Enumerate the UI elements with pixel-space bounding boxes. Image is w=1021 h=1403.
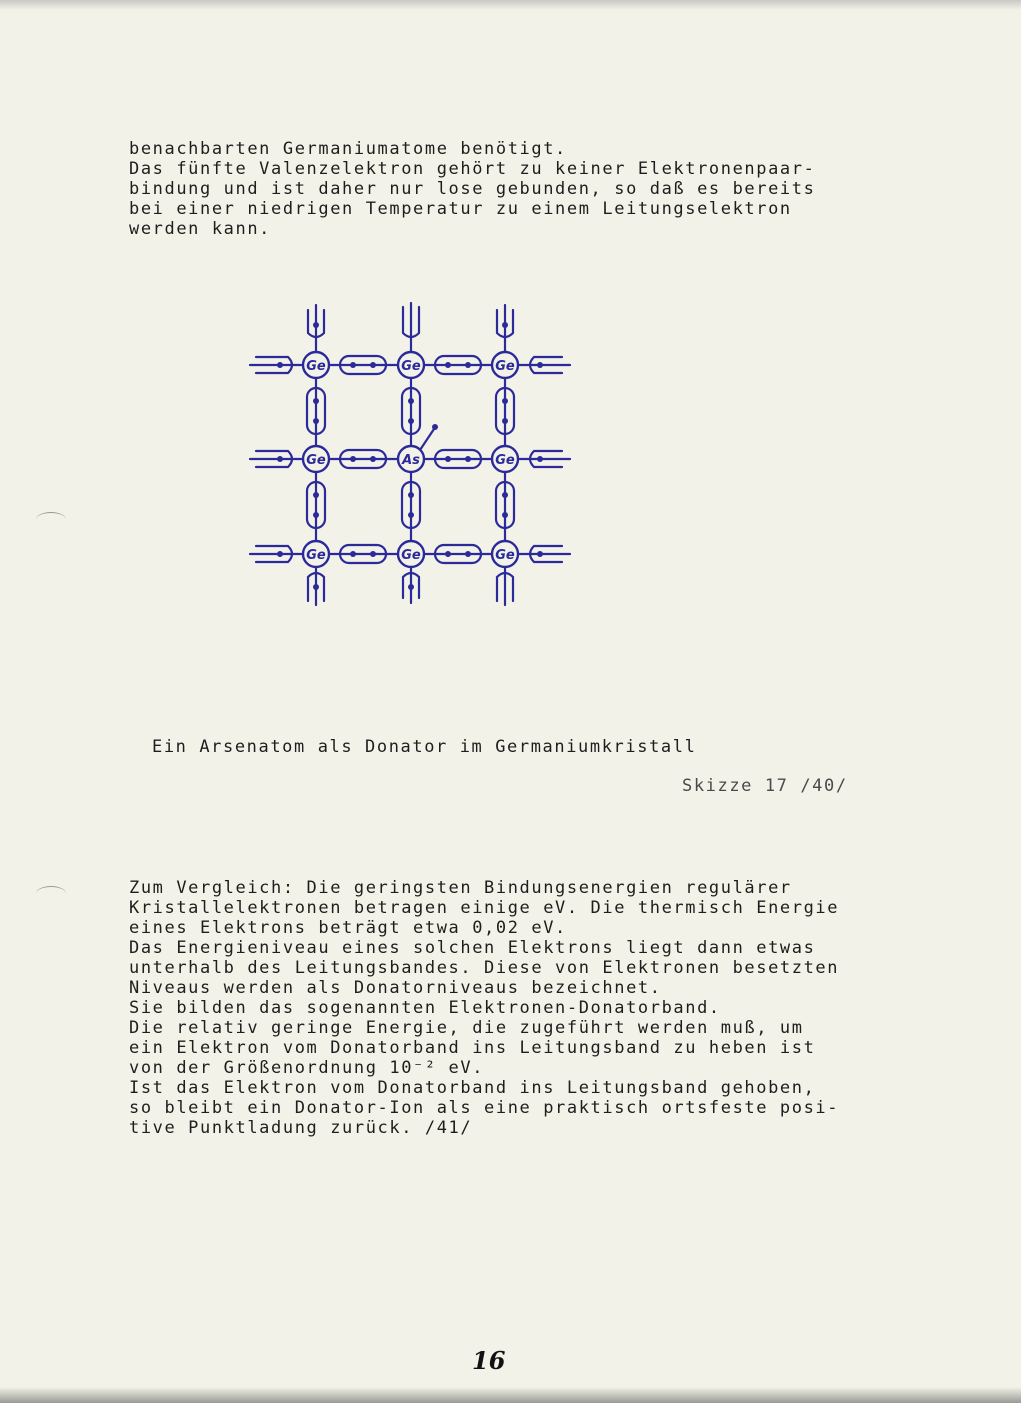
crystal-lattice-diagram — [240, 295, 580, 615]
scan-edge-bottom — [0, 1387, 1021, 1403]
text-line: bei einer niedrigen Temperatur zu einem Leitungselektron — [129, 199, 792, 219]
figure-caption: Ein Arsenatom als Donator im Germaniumkristall — [152, 737, 697, 757]
text-line: Zum Vergleich: Die geringsten Bindungsenergien regulärer — [129, 878, 792, 898]
text-line: von der Größenordnung 10⁻² eV. — [129, 1058, 485, 1078]
text-line: bindung und ist daher nur lose gebunden, so daß es bereits — [129, 179, 816, 199]
text-line: Das Energieniveau eines solchen Elektrons liegt dann etwas — [129, 938, 816, 958]
atom-label-ge: Ge — [495, 453, 515, 468]
atom-label-as: As — [402, 453, 420, 468]
atom-label-ge: Ge — [495, 548, 515, 563]
text-line: werden kann. — [129, 219, 272, 239]
punch-hole-mark — [36, 512, 66, 527]
text-line: Das fünfte Valenzelektron gehört zu keiner Elektronenpaar- — [129, 159, 816, 179]
scan-edge-top — [0, 0, 1021, 10]
text-line: Niveaus werden als Donatorniveaus bezeichnet. — [129, 978, 662, 998]
text-line: eines Elektrons beträgt etwa 0,02 eV. — [129, 918, 567, 938]
free-electron — [432, 424, 438, 430]
text-line: ein Elektron vom Donatorband ins Leitungsband zu heben ist — [129, 1038, 816, 1058]
atom-label-ge: Ge — [306, 548, 326, 563]
atom-label-ge: Ge — [401, 548, 421, 563]
text-line: so bleibt ein Donator-Ion als eine praktisch ortsfeste posi- — [129, 1098, 840, 1118]
text-line: Sie bilden das sogenannten Elektronen-Donatorband. — [129, 998, 721, 1018]
free-electron-path — [420, 429, 434, 450]
paragraph-top — [129, 139, 815, 239]
atom-label-ge: Ge — [495, 359, 515, 374]
text-line: Ist das Elektron vom Donatorband ins Leitungsband gehoben, — [129, 1078, 816, 1098]
text-line: tive Punktladung zurück. /41/ — [129, 1118, 473, 1138]
text-line: Kristallelektronen betragen einige eV. Die thermisch Energie — [129, 898, 840, 918]
atom-label-ge: Ge — [306, 453, 326, 468]
text-line: Die relativ geringe Energie, die zugeführt werden muß, um — [129, 1018, 804, 1038]
atom-label-ge: Ge — [306, 359, 326, 374]
punch-hole-mark — [36, 886, 66, 901]
atom-label-ge: Ge — [401, 359, 421, 374]
text-line: unterhalb des Leitungsbandes. Diese von Elektronen besetzten — [129, 958, 840, 978]
text-line: benachbarten Germaniumatome benötigt. — [129, 139, 567, 159]
figure-reference: Skizze 17 /40/ — [682, 776, 848, 796]
page-number: 16 — [472, 1346, 506, 1375]
paragraph-bottom — [129, 878, 839, 1138]
